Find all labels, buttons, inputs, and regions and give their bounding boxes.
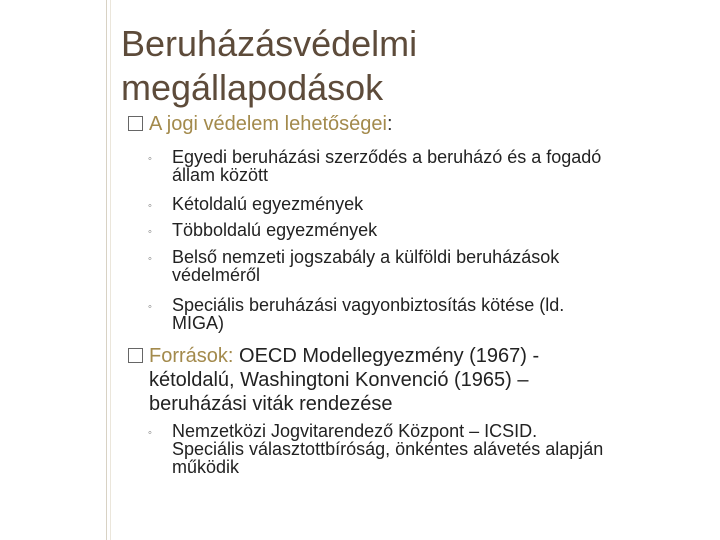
left-rule-inner	[110, 0, 111, 540]
left-rule	[106, 0, 107, 540]
sub-item-line: Speciális választottbíróság, önkéntes alávetés alapján	[172, 439, 604, 459]
sources-text: OECD Modellegyezmény (1967) -	[239, 345, 540, 367]
sub-item-domestic-law	[148, 248, 708, 284]
sub-item-icsid	[148, 422, 708, 476]
sources-line	[128, 344, 708, 368]
sub-item-line: Többoldalú egyezmények	[172, 220, 378, 240]
sub-item-multilateral	[148, 221, 708, 239]
sub-item-line: Nemzetközi Jogvitarendező Központ – ICSID.	[172, 421, 538, 441]
circle-bullet-icon: ◦	[148, 226, 152, 238]
title-line-1: Beruházásvédelmi	[121, 23, 418, 64]
bullet-label: A jogi védelem lehetőségei	[149, 113, 387, 135]
sub-item-line: működik	[172, 457, 240, 477]
sources-label: Források:	[149, 345, 234, 367]
sources-line: beruházási viták rendezése	[149, 393, 393, 415]
bullet-suffix: :	[386, 113, 393, 135]
sub-item-line: Kétoldalú egyezmények	[172, 194, 364, 214]
square-bullet-icon	[128, 116, 143, 131]
square-bullet-icon	[128, 348, 143, 363]
sources-line: kétoldalú, Washingtoni Konvenció (1965) –	[149, 369, 529, 391]
slide-title	[121, 22, 701, 110]
title-line-2: megállapodások	[121, 67, 384, 108]
circle-bullet-icon: ◦	[148, 200, 152, 212]
sub-item-line: védelméről	[172, 265, 261, 285]
circle-bullet-icon: ◦	[148, 301, 152, 313]
sub-item-individual-contract	[148, 148, 708, 184]
circle-bullet-icon: ◦	[148, 153, 152, 165]
circle-bullet-icon: ◦	[148, 253, 152, 265]
sub-item-line: MIGA)	[172, 313, 224, 333]
sub-item-line: Belső nemzeti jogszabály a külföldi beruházások	[172, 247, 560, 267]
circle-bullet-icon: ◦	[148, 427, 152, 439]
sub-item-line: Speciális beruházási vagyonbiztosítás kötése (ld.	[172, 295, 565, 315]
sub-item-line: Egyedi beruházási szerződés a beruházó és a fogadó	[172, 147, 602, 167]
bullet-sources	[128, 344, 708, 416]
bullet-legal-protection	[128, 112, 708, 136]
sub-item-insurance	[148, 296, 708, 332]
sub-item-line: állam között	[172, 165, 269, 185]
sub-item-bilateral	[148, 195, 708, 213]
